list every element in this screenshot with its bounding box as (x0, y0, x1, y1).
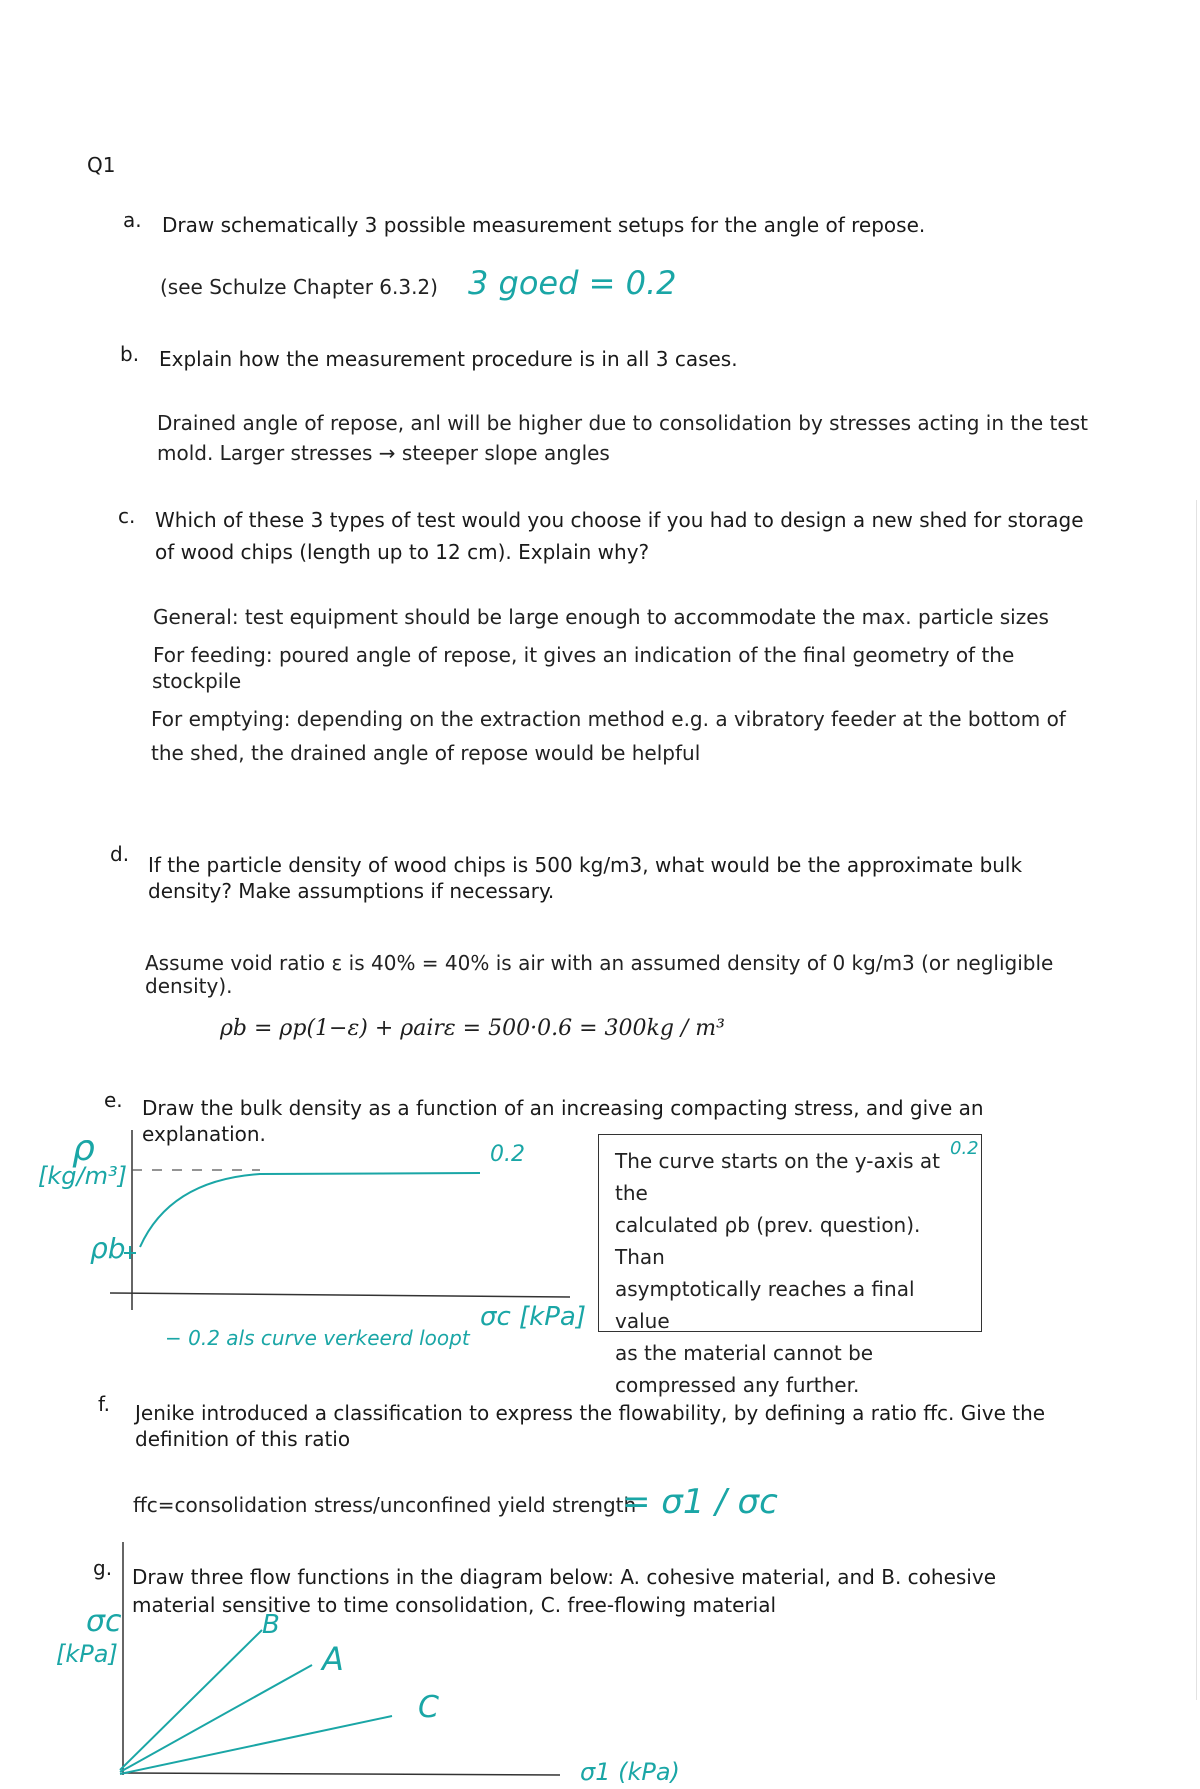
question-number: Q1 (87, 153, 116, 177)
part-b-answer-line1: Drained angle of repose, anl will be higher due to consolidation by stresses acting in the test (157, 411, 1088, 435)
part-e-hand-note: − 0.2 als curve verkeerd loopt (165, 1326, 470, 1350)
part-c-answer-line2: For feeding: poured angle of repose, it gives an indication of the final geometry of the (153, 643, 1015, 667)
part-f-letter: f. (98, 1392, 110, 1416)
part-d-letter: d. (110, 842, 130, 866)
part-d-formula: ρb = ρp(1−ε) + ρairε = 500·0.6 = 300kg / m³ (220, 1016, 725, 1041)
part-c-letter: c. (118, 504, 136, 528)
part-d-answer-line2: density). (145, 974, 233, 998)
part-c-answer-line4: For emptying: depending on the extraction method e.g. a vibratory feeder at the bottom of (151, 707, 1066, 731)
part-e-density-curve (140, 1173, 480, 1247)
part-g-x-axis (123, 1773, 560, 1775)
part-e-hand-x-label: σc [kPa] (480, 1302, 586, 1332)
part-e-explanation-box (598, 1134, 982, 1397)
part-g-question-line1: Draw three flow functions in the diagram below: A. cohesive material, and B. cohesive (132, 1565, 997, 1589)
part-e-box-line2: calculated ρb (prev. question). Than (615, 1213, 921, 1269)
part-e-letter: e. (104, 1088, 123, 1112)
part-e-hand-y-label: ρ (72, 1128, 95, 1169)
part-g-label-a: A (322, 1640, 344, 1678)
part-b-answer-line2: mold. Larger stresses → steeper slope angles (157, 441, 610, 465)
part-d-question-line2: density? Make assumptions if necessary. (148, 879, 555, 903)
part-b-letter: b. (120, 342, 140, 366)
part-f-question-line1: Jenike introduced a classification to express the flowability, by defining a ratio ffc. Give the (135, 1401, 1046, 1425)
scan-edge-line (1196, 500, 1197, 1700)
part-e-box-line5: compressed any further. (615, 1373, 860, 1397)
part-f-question-line2: definition of this ratio (135, 1427, 351, 1451)
part-e-box-line1: The curve starts on the y-axis at the (615, 1149, 940, 1205)
part-f-hand-formula: = σ1 / σc (622, 1482, 778, 1522)
part-c-answer-line3: stockpile (152, 669, 242, 693)
part-e-x-axis (110, 1293, 570, 1297)
part-e-hand-score-top: 0.2 (490, 1142, 525, 1167)
part-d-answer-line1: Assume void ratio ε is 40% = 40% is air with an assumed density of 0 kg/m3 (or negligible (145, 951, 1054, 975)
part-g-hand-y-unit: [kPa] (56, 1640, 118, 1668)
part-c-question-line1: Which of these 3 types of test would you choose if you had to design a new shed for storage (155, 508, 1084, 532)
part-f-answer: ffc=consolidation stress/unconfined yield strength (133, 1493, 637, 1517)
part-e-hand-rho-b: ρb (90, 1232, 126, 1265)
part-g-label-b: B (262, 1610, 280, 1640)
part-a-answer: (see Schulze Chapter 6.3.2) (160, 275, 438, 299)
part-g-hand-y-label: σc (86, 1604, 122, 1639)
part-g-question-line2: material sensitive to time consolidation, C. free-flowing material (132, 1593, 777, 1617)
part-g-curve-c (120, 1716, 392, 1774)
part-g-letter: g. (93, 1556, 113, 1580)
part-g-curve-a (120, 1665, 312, 1772)
part-e-box-line4: as the material cannot be (615, 1341, 874, 1365)
part-e-hand-score-box: 0.2 (950, 1138, 979, 1159)
part-e-question-line1: Draw the bulk density as a function of an increasing compacting stress, and give an (142, 1096, 984, 1120)
part-b-question: Explain how the measurement procedure is in all 3 cases. (159, 347, 738, 371)
part-a-grade-handwritten: 3 goed = 0.2 (468, 264, 677, 302)
part-c-question-line2: of wood chips (length up to 12 cm). Explain why? (155, 540, 650, 564)
part-a-question: Draw schematically 3 possible measurement setups for the angle of repose. (162, 213, 926, 237)
part-e-tick-mark (124, 1246, 136, 1259)
part-e-box-line3: asymptotically reaches a final value (615, 1277, 915, 1333)
part-c-answer-line1: General: test equipment should be large enough to accommodate the max. particle sizes (153, 605, 1049, 629)
part-e-question-line2: explanation. (142, 1122, 266, 1146)
part-g-label-c: C (418, 1690, 439, 1725)
part-d-question-line1: If the particle density of wood chips is 500 kg/m3, what would be the approximate bulk (148, 853, 1023, 877)
part-c-answer-line5: the shed, the drained angle of repose would be helpful (151, 741, 701, 765)
part-g-hand-x-label: σ1 (kPa) (580, 1758, 680, 1786)
part-e-hand-y-unit: [kg/m³] (38, 1162, 127, 1190)
part-a-letter: a. (123, 208, 142, 232)
